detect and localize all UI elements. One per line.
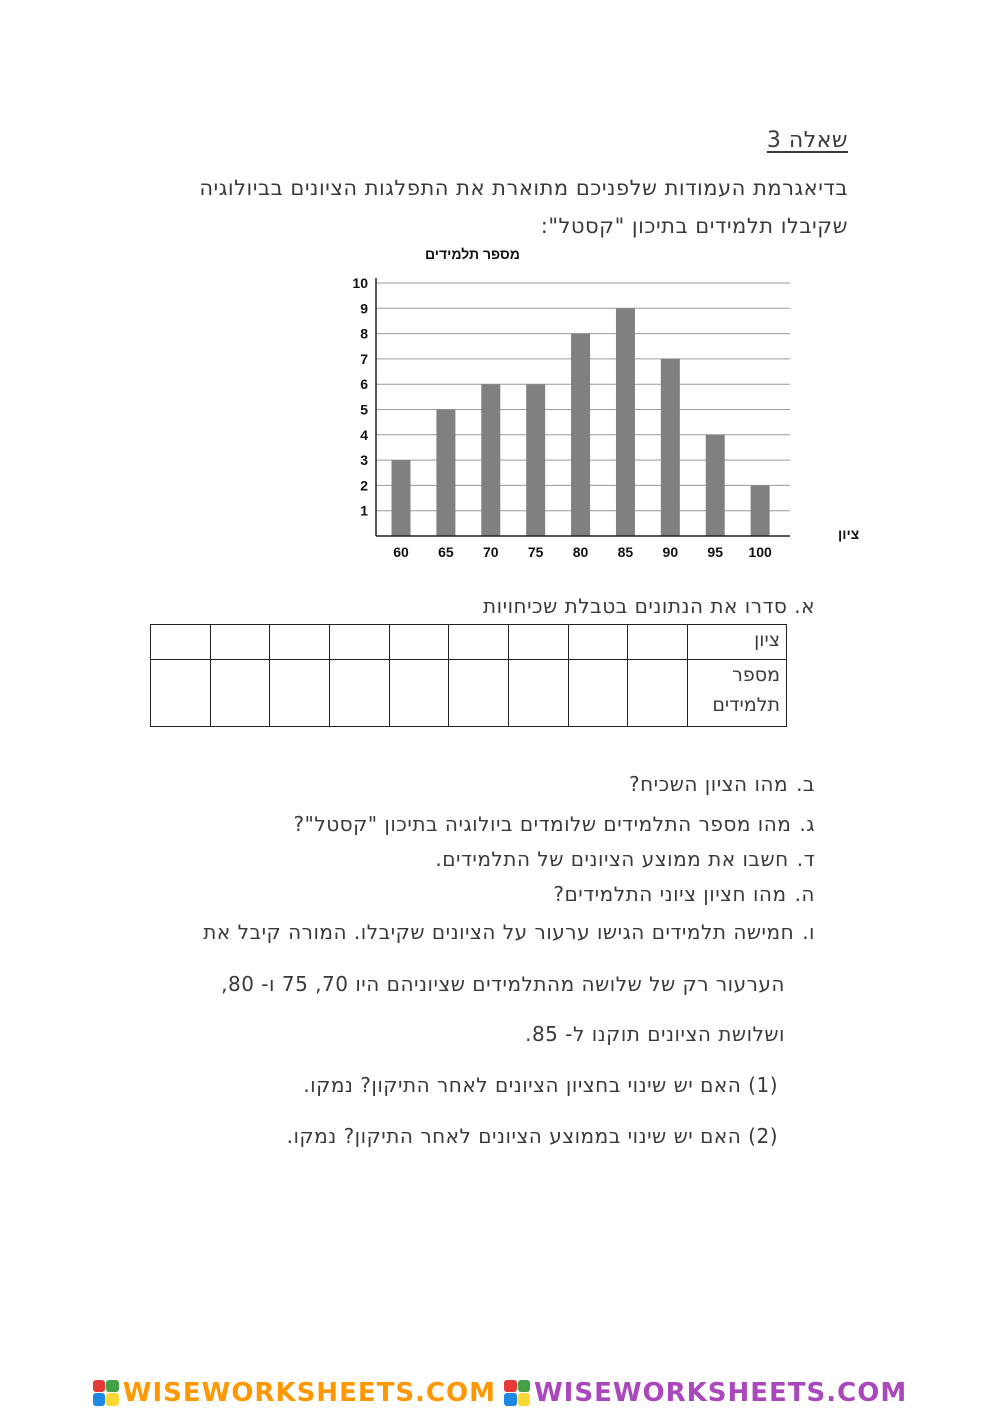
table-row-label-grade: ציון	[688, 625, 787, 660]
question-text: מהו חציון ציוני התלמידים?	[553, 882, 787, 906]
table-cell[interactable]	[329, 660, 389, 727]
question-c	[175, 812, 815, 836]
chart-bar	[616, 308, 635, 536]
question-marker: ג.	[799, 812, 815, 836]
question-text: חמישה תלמידים הגישו ערעור על הציונים שקיבלו. המורה קיבל את	[203, 920, 795, 944]
question-text: מהו הציון השכיח?	[628, 772, 789, 796]
chart-y-tick-label: 7	[360, 350, 368, 367]
table-row-students	[151, 660, 787, 727]
chart-y-tick-label: 1	[360, 502, 368, 519]
table-row-label-students	[688, 660, 787, 727]
chart-x-tick-label: 95	[707, 544, 724, 560]
question-marker: ה.	[794, 882, 815, 906]
chart-y-ticks	[352, 275, 368, 519]
chart-x-axis-label: ציון	[838, 526, 860, 542]
question-f-sub1: (1) האם יש שינוי בחציון הציונים לאחר התיקון? נמקו.	[303, 1073, 778, 1097]
table-cell[interactable]	[151, 625, 211, 660]
question-title: שאלה 3	[766, 128, 848, 153]
question-f-sub2: (2) האם יש שינוי בממוצע הציונים לאחר התיקון? נמקו.	[286, 1124, 778, 1148]
chart-y-tick-label: 6	[360, 376, 368, 393]
brand-logo-icon	[504, 1380, 530, 1406]
chart-bar	[526, 384, 545, 536]
table-cell[interactable]	[568, 660, 628, 727]
chart-y-tick-label: 3	[360, 452, 368, 469]
chart-x-tick-label: 80	[572, 544, 589, 560]
question-a-marker: א.	[794, 594, 815, 618]
frequency-table	[150, 624, 787, 727]
chart-x-tick-label: 60	[393, 544, 409, 560]
intro-text-line1: בדיאגרמת העמודות שלפניכם מתוארת את התפלגות הציונים בביולוגיה	[199, 176, 848, 200]
chart-x-tick-label: 85	[617, 544, 634, 560]
footer-watermark	[0, 1372, 1000, 1413]
brand-logo-repeat	[504, 1378, 907, 1408]
chart-y-tick-label: 10	[352, 275, 368, 291]
label-line2: תלמידים	[712, 694, 780, 716]
chart-x-tick-label: 90	[662, 544, 679, 560]
table-cell[interactable]	[508, 625, 568, 660]
question-text: מהו מספר התלמידים שלומדים ביולוגיה בתיכון "קסטל"?	[293, 812, 792, 836]
chart-bar	[751, 485, 770, 536]
question-a-text: סדרו את הנתונים בטבלת שכיחויות	[483, 594, 788, 618]
table-cell[interactable]	[628, 660, 688, 727]
table-cell[interactable]	[151, 660, 211, 727]
brand-text-repeat: WISEWORKSHEETS.COM	[534, 1377, 908, 1408]
question-f-line2: הערעור רק של שלושה מהתלמידים שציוניהם היו 70, 75 ו- 80,	[221, 972, 785, 996]
bar-chart	[300, 240, 860, 570]
chart-bar	[571, 334, 590, 536]
chart-y-axis-label: מספר תלמידים	[425, 246, 520, 262]
question-text: חשבו את ממוצע הציונים של התלמידים.	[435, 847, 789, 871]
question-b	[175, 772, 815, 796]
table-cell[interactable]	[449, 625, 509, 660]
chart-bar	[481, 384, 500, 536]
question-d	[175, 847, 815, 871]
chart-bar	[392, 460, 411, 536]
table-cell[interactable]	[389, 660, 449, 727]
label-line1: מספר	[732, 664, 780, 686]
chart-y-tick-label: 2	[360, 477, 368, 494]
brand-text: WISEWORKSHEETS.COM	[122, 1377, 496, 1408]
table-cell[interactable]	[270, 660, 330, 727]
table-cell[interactable]	[389, 625, 449, 660]
chart-x-tick-label: 70	[482, 544, 499, 560]
question-marker: ב.	[796, 772, 815, 796]
chart-y-tick-label: 8	[360, 325, 368, 342]
chart-y-tick-label: 9	[360, 300, 368, 317]
chart-bar	[661, 359, 680, 536]
intro-text-line2: שקיבלו תלמידים בתיכון "קסטל":	[540, 214, 848, 238]
table-cell[interactable]	[270, 625, 330, 660]
table-row-grades	[151, 625, 787, 660]
chart-x-tick-label: 100	[748, 544, 772, 560]
table-cell[interactable]	[449, 660, 509, 727]
chart-bars	[392, 308, 770, 536]
chart-bar	[706, 435, 725, 536]
question-e	[175, 882, 815, 906]
question-f-line3: ושלושת הציונים תוקנו ל- 85.	[525, 1022, 785, 1046]
brand-logo-icon	[93, 1380, 119, 1406]
question-f	[175, 920, 815, 944]
chart-bar	[436, 410, 455, 537]
table-cell[interactable]	[628, 625, 688, 660]
table-cell[interactable]	[568, 625, 628, 660]
chart-x-tick-label: 75	[527, 544, 544, 560]
table-cell[interactable]	[210, 625, 270, 660]
question-marker: ד.	[796, 847, 815, 871]
question-marker: ו.	[802, 920, 815, 944]
table-cell[interactable]	[508, 660, 568, 727]
question-a	[215, 594, 815, 618]
chart-y-tick-label: 5	[360, 401, 368, 418]
brand-logo	[93, 1378, 496, 1408]
table-cell[interactable]	[210, 660, 270, 727]
chart-x-ticks	[393, 544, 772, 560]
chart-x-tick-label: 65	[438, 544, 454, 560]
table-cell[interactable]	[329, 625, 389, 660]
chart-y-tick-label: 4	[360, 426, 368, 443]
